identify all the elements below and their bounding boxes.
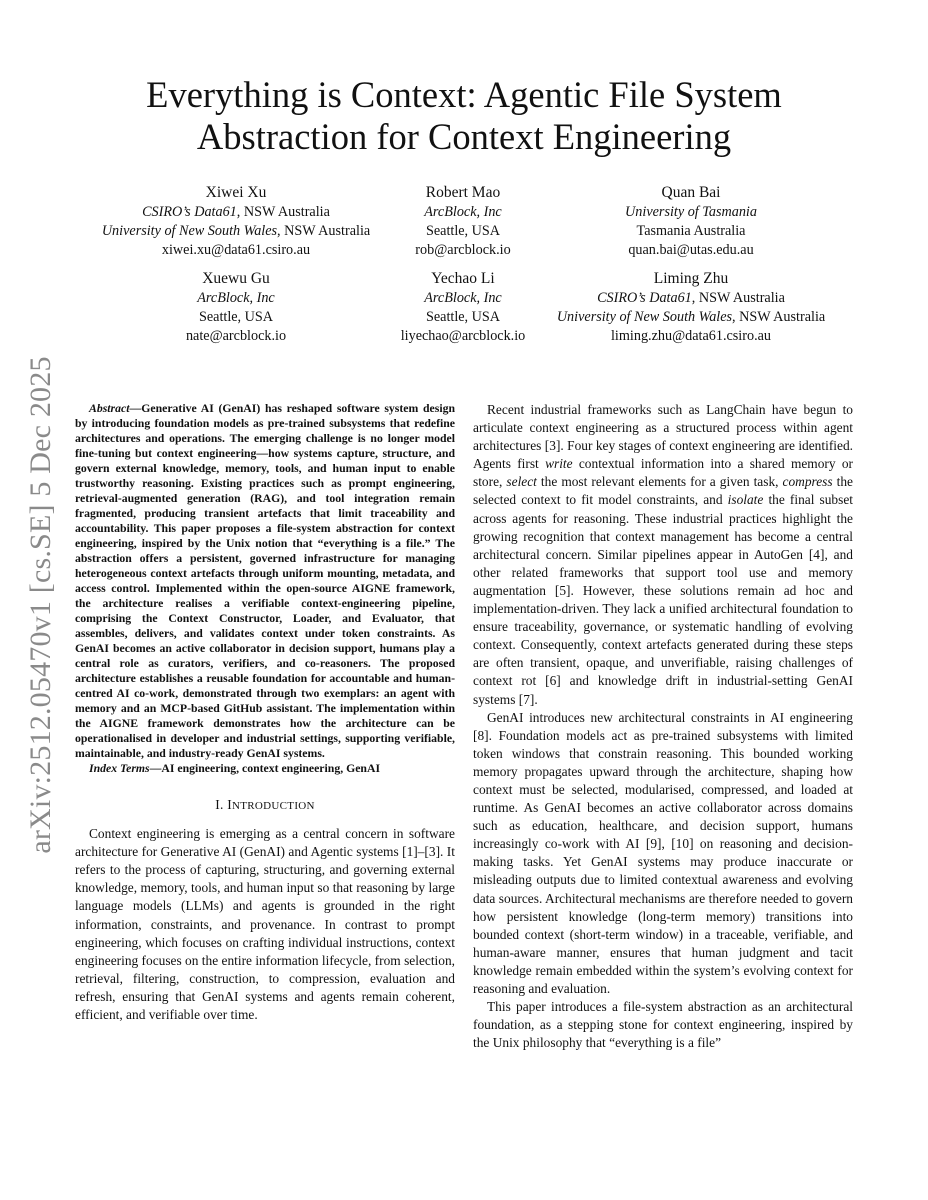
abstract	[75, 401, 455, 761]
author-affiliation-2: University of New South Wales, NSW Australia	[101, 223, 371, 239]
author-name: Xiwei Xu	[205, 184, 267, 201]
author-email: liming.zhu@data61.csiro.au	[610, 328, 772, 344]
author-name: Robert Mao	[425, 184, 501, 201]
section-heading: I. INTRODUCTION	[215, 797, 315, 812]
author-affiliation: CSIRO’s Data61, NSW Australia	[142, 204, 330, 220]
author-block-4	[86, 269, 386, 346]
arxiv-identifier: arXiv:2512.05470v1 [cs.SE] 5 Dec 2025	[24, 356, 57, 854]
author-affiliation: University of Tasmania	[625, 204, 757, 220]
author-location: Tasmania Australia	[636, 223, 746, 239]
author-block-3	[560, 183, 822, 260]
author-name: Yechao Li	[431, 270, 495, 287]
author-block-1	[86, 183, 386, 260]
author-block-5	[388, 269, 538, 346]
author-location: Seattle, USA	[425, 223, 501, 239]
body-paragraph-3: This paper introduces a file-system abstraction as an architectural foundation, as a stepping stone for context engineering, inspired by the Unix philosophy that “everything is a file”	[473, 999, 853, 1051]
author-location: Seattle, USA	[198, 309, 274, 325]
right-column	[473, 401, 853, 1052]
author-location: Seattle, USA	[425, 309, 501, 325]
title-line-1: Everything is Context: Agentic File System	[146, 74, 782, 115]
author-block-6	[540, 269, 842, 346]
author-block-2	[388, 183, 538, 260]
author-name: Xuewu Gu	[202, 270, 270, 287]
author-affiliation: CSIRO’s Data61, NSW Australia	[597, 290, 785, 306]
index-terms-label: Index Terms	[89, 762, 150, 775]
author-email: quan.bai@utas.edu.au	[628, 242, 754, 258]
author-affiliation-2: University of New South Wales, NSW Australia	[556, 309, 826, 325]
index-terms	[75, 761, 455, 776]
body-paragraph-2: GenAI introduces new architectural constraints in AI engineering [8]. Foundation models act as pre-trained subsystems with limited token windows that constrain reasoning. This bounded working memory propagates upward through the architecture, shaping how context must be selected, modularised, compressed, and loaded at runtime. As GenAI becomes an active collaborator across domains such as education, healthcare, and decision support, humans increasingly co-work with AI [9], [10] on reasoning and decision-making tasks. Yet GenAI systems may produce inaccurate or misleading outputs due to limited contextual awareness and evolving data sources. Architectural mechanisms are therefore needed to govern how persistent knowledge (long-term memory) transitions into bounded context (short-term window) in a traceable, verifiable, and human-aware manner, ensures that human judgment and tacit knowledge remain embedded within the system’s evolving context for reasoning and evaluation.	[473, 709, 853, 996]
abstract-label: Abstract	[89, 402, 130, 415]
author-affiliation: ArcBlock, Inc	[197, 290, 275, 306]
author-email: rob@arcblock.io	[415, 242, 511, 258]
intro-paragraph-1: Context engineering is emerging as a central concern in software architecture for Generative AI (GenAI) and Agentic systems [1]–[3]. It refers to the process of capturing, structuring, and governing external knowledge, memory, tools, and human input so that reasoning by large language models (LLMs) and agents is grounded in the right information, constraints, and provenance. In contrast to prompt engineering, which focuses on crafting individual instructions, context engineering focuses on the entire information lifecycle, from selection, retrieval, filtering, construction, to compression, evaluation and refresh, ensuring that GenAI systems and agents remain coherent, efficient, and verifiable over time.	[75, 826, 456, 1023]
abstract-text: —Generative AI (GenAI) has reshaped software system design by introducing foundation models as pre-trained subsystems that redefine architectures and operations. The emerging challenge is no longer model fine-tuning but context engineering—how systems capture, structure, and govern external knowledge, memory, tools, and human input to enable trustworthy reasoning. Existing practices such as prompt engineering, retrieval-augmented generation (RAG), and tool integration remain fragmented, producing transient artefacts that limit traceability and accountability. This paper proposes a file-system abstraction for context engineering, inspired by the Unix notion that “everything is a file.” The abstraction offers a persistent, governed infrastructure for managing heterogeneous context artefacts through uniform mounting, metadata, and access control. Implemented within the open-source AIGNE framework, the architecture realises a verifiable context-engineering pipeline, comprising the Context Constructor, Loader, and Evaluator, that assembles, delivers, and validates context under token constraints. As GenAI becomes an active collaborator in decision support, humans play a central role as curators, verifiers, and co-reasoners. The proposed architecture establishes a reusable foundation for accountable and human-centred AI co-work, demonstrated through two exemplars: an agent with memory and an MCP-based GitHub assistant. The implementation within the AIGNE framework demonstrates how the architecture can be operationalised in developer and industrial settings, supporting verifiable, maintainable, and industry-ready GenAI systems.	[75, 402, 455, 760]
paper-title	[70, 74, 858, 158]
author-name: Quan Bai	[661, 184, 721, 201]
author-name: Liming Zhu	[653, 270, 729, 287]
author-email: liyechao@arcblock.io	[400, 328, 526, 344]
author-affiliation: ArcBlock, Inc	[424, 204, 502, 220]
author-affiliation: ArcBlock, Inc	[424, 290, 502, 306]
author-email: xiwei.xu@data61.csiro.au	[161, 242, 311, 258]
body-paragraph-1: Recent industrial frameworks such as LangChain have begun to articulate context engineering as a structured process within agent architectures [3]. Four key stages of context engineering are identified. Agents first write contextual information into a shared memory or store, select the most relevant elements for a given task, compress the selected context to fit model constraints, and isolate the final subset across agents for reasoning. These industrial practices highlight the growing recognition that context management has become a central architectural concern. Similar pipelines appear in AutoGen [4], and other related frameworks that support tool use and memory augmentation [5]. However, these solutions remain ad hoc and implementation-driven. They lack a unified architectural foundation to ensure traceability, governance, or systematic handling of evolving context. Consequently, context artefacts generated during these steps are often transient, opaque, and unverifiable, raising challenges of context rot [6] and knowledge drift in industrial-setting GenAI systems [7].	[473, 402, 853, 707]
author-email: nate@arcblock.io	[185, 328, 287, 344]
left-column	[75, 401, 455, 1024]
arxiv-sidebar	[24, 345, 58, 865]
index-terms-text: —AI engineering, context engineering, GenAI	[149, 762, 381, 775]
title-line-2: Abstraction for Context Engineering	[196, 116, 732, 157]
